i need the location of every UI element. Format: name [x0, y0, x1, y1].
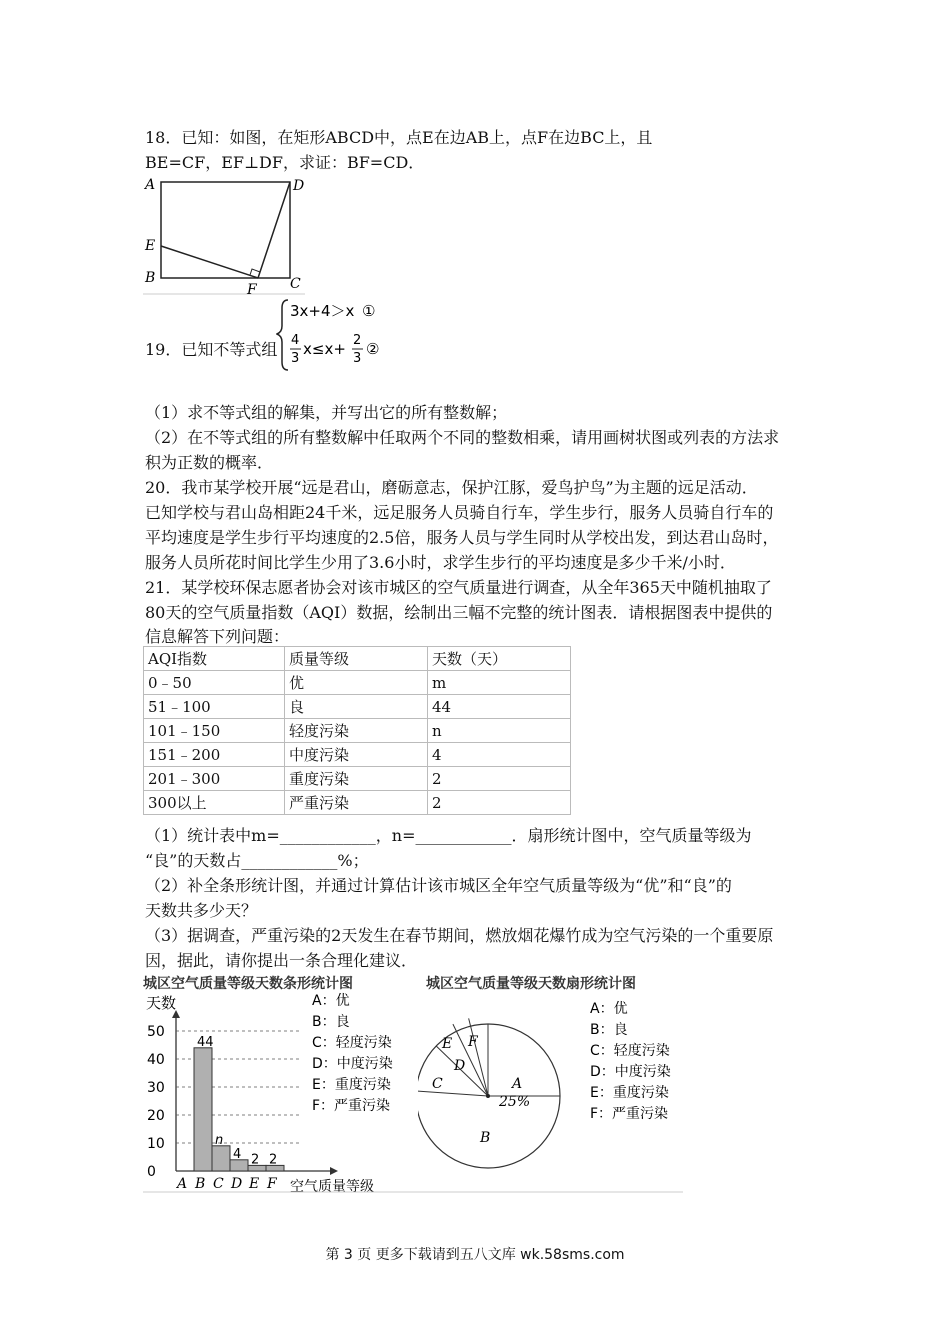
pie-chart-title: 城区空气质量等级天数扇形统计图 — [426, 976, 636, 992]
table-cell: 中度污染 — [285, 743, 428, 767]
bar — [212, 1146, 230, 1171]
x-tick-label: C — [213, 1176, 224, 1192]
legend-item: B：良 — [590, 1022, 628, 1038]
table-cell: 优 — [285, 671, 428, 695]
q21-part3a: （3）据调查，严重污染的2天发生在春节期间，燃放烟花爆竹成为空气污染的一个重要原 — [145, 926, 774, 945]
pie-slice-label: F — [468, 1034, 478, 1050]
bar-data-label: 4 — [233, 1146, 242, 1162]
x-axis-arrow — [330, 1167, 338, 1175]
table-cell: 严重污染 — [285, 791, 428, 815]
q19-prefix: 19．已知不等式组 — [145, 340, 278, 359]
table-row — [144, 695, 571, 719]
x-tick-label: A — [177, 1176, 188, 1192]
label-f: F — [247, 282, 257, 296]
label-b: B — [145, 270, 156, 286]
pie-slice-label: E — [442, 1036, 453, 1052]
bar-chart-ylabel: 天数 — [146, 994, 177, 1012]
legend-item: C：轻度污染 — [312, 1035, 392, 1051]
q18-line2: BE=CF，EF⊥DF，求证：BF=CD． — [145, 153, 425, 172]
q21-line2: 80天的空气质量指数（AQI）数据，绘制出三幅不完整的统计图表．请根据图表中提供的 — [145, 603, 773, 622]
pie-center — [486, 1094, 490, 1098]
table-cell: 重度污染 — [285, 767, 428, 791]
q21-part2b: 天数共多少天？ — [145, 901, 258, 920]
aqi-table — [143, 646, 571, 815]
eq2-mark: ② — [366, 340, 380, 358]
rectangle-figure — [140, 176, 310, 296]
bar-data-label: 2 — [251, 1152, 260, 1168]
table-cell: 轻度污染 — [285, 719, 428, 743]
pie-slice-label: B — [480, 1130, 491, 1146]
label-c: C — [290, 276, 301, 292]
table-cell: 51﹣100 — [144, 695, 285, 719]
q20-line4: 服务人员所花时间比学生少用了3.6小时，求学生步行的平均速度是多少千米/小时． — [145, 553, 736, 572]
legend-item: A：优 — [312, 993, 350, 1009]
table-cell: 良 — [285, 695, 428, 719]
x-tick-label: B — [195, 1176, 206, 1192]
q20-line2: 已知学校与君山岛相距24千米，远足服务人员骑自行车，学生步行，服务人员骑自行车的 — [145, 503, 774, 522]
bar-data-label: 2 — [269, 1152, 278, 1168]
x-tick-label: E — [249, 1176, 260, 1192]
header-cell: AQI指数 — [144, 647, 285, 671]
table-header-row — [144, 647, 571, 671]
label-a: A — [145, 177, 156, 193]
table-cell: 151﹣200 — [144, 743, 285, 767]
y-tick-label: 40 — [147, 1052, 165, 1068]
table-row — [144, 767, 571, 791]
label-d: D — [293, 178, 305, 194]
legend-item: D：中度污染 — [590, 1064, 671, 1080]
pie-percent-label: 25% — [499, 1094, 531, 1110]
inequality-system — [276, 296, 406, 376]
pie-slice-boundary — [418, 1091, 488, 1096]
y-tick-label: 0 — [147, 1164, 156, 1180]
chart-divider — [143, 1190, 683, 1194]
table-cell: 44 — [428, 695, 571, 719]
bar-chart-title: 城区空气质量等级天数条形统计图 — [143, 976, 353, 992]
q21-part1b: “良”的天数占____________%； — [145, 851, 369, 870]
table-cell: 201﹣300 — [144, 767, 285, 791]
q21-part1a: （1）统计表中m=____________，n=____________．扇形统计图中，空气质量等级为 — [145, 826, 752, 845]
legend-item: A：优 — [590, 1001, 628, 1017]
bar-chart — [140, 972, 410, 1197]
eq1-lhs: 3x+4＞x — [290, 302, 355, 320]
table-cell: n — [428, 719, 571, 743]
label-e: E — [145, 238, 156, 254]
eq2-mid: x≤x+ — [303, 340, 346, 358]
q21-line1: 21．某学校环保志愿者协会对该市城区的空气质量进行调查，从全年365天中随机抽取了 — [145, 578, 772, 597]
y-tick-label: 20 — [147, 1108, 165, 1124]
table-cell: 101﹣150 — [144, 719, 285, 743]
legend-item: E：重度污染 — [590, 1085, 669, 1101]
table-row — [144, 791, 571, 815]
legend-item: B：良 — [312, 1014, 350, 1030]
table-row — [144, 671, 571, 695]
pie-slice-label: C — [432, 1076, 443, 1092]
y-tick-label: 50 — [147, 1024, 165, 1040]
q19-part2a: （2）在不等式组的所有整数解中任取两个不同的整数相乘，请用画树状图或列表的方法求 — [145, 428, 780, 447]
eq1-mark: ① — [362, 302, 376, 320]
header-cell: 天数（天） — [428, 647, 571, 671]
table-cell: 2 — [428, 791, 571, 815]
legend-item: F：严重污染 — [312, 1098, 391, 1114]
q20-line3: 平均速度是学生步行平均速度的2.5倍，服务人员与学生同时从学校出发，到达君山岛时， — [145, 528, 779, 547]
pie-slice-boundary — [469, 1018, 488, 1096]
header-cell: 质量等级 — [285, 647, 428, 671]
bar-data-label: 44 — [197, 1034, 214, 1050]
eq2-frac-num: 4 — [291, 333, 300, 348]
table-cell: 2 — [428, 767, 571, 791]
eq2-frac2-num: 2 — [353, 333, 362, 348]
q21-part2a: （2）补全条形统计图，并通过计算估计该市城区全年空气质量等级为“优”和“良”的 — [145, 876, 732, 895]
q21-line3: 信息解答下列问题： — [145, 627, 290, 646]
pie-chart — [418, 972, 708, 1197]
x-tick-label: F — [267, 1176, 277, 1192]
legend-item: E：重度污染 — [312, 1077, 391, 1093]
table-row — [144, 743, 571, 767]
bar — [194, 1048, 212, 1171]
page-footer: 第 3 页 更多下载请到五八文库 wk.58sms.com — [325, 1247, 625, 1263]
q20-line1: 20．我市某学校开展“远是君山，磨砺意志，保护江豚，爱鸟护鸟”为主题的远足活动． — [145, 478, 758, 497]
table-cell: 4 — [428, 743, 571, 767]
x-tick-label: D — [231, 1176, 243, 1192]
legend-item: F：严重污染 — [590, 1106, 669, 1122]
bar-data-label: n — [215, 1132, 224, 1148]
y-tick-label: 30 — [147, 1080, 165, 1096]
eq2-frac2-den: 3 — [353, 351, 362, 366]
table-cell: m — [428, 671, 571, 695]
x-axis-label: 空气质量等级 — [290, 1179, 374, 1195]
eq2-frac-den: 3 — [291, 351, 300, 366]
legend-item: C：轻度污染 — [590, 1043, 670, 1059]
table-cell: 300以上 — [144, 791, 285, 815]
table-cell: 0﹣50 — [144, 671, 285, 695]
q19-part1: （1）求不等式组的解集，并写出它的所有整数解； — [145, 403, 508, 422]
legend-item: D：中度污染 — [312, 1056, 393, 1072]
pie-slice-label: A — [512, 1076, 523, 1092]
q18-line1: 18．已知：如图，在矩形ABCD中，点E在边AB上，点F在边BC上，且 — [145, 128, 653, 147]
y-tick-label: 10 — [147, 1136, 165, 1152]
q21-part3b: 因，据此，请你提出一条合理化建议． — [145, 951, 418, 970]
pie-slice-label: D — [454, 1058, 466, 1074]
table-row — [144, 719, 571, 743]
q19-part2b: 积为正数的概率． — [145, 453, 274, 472]
